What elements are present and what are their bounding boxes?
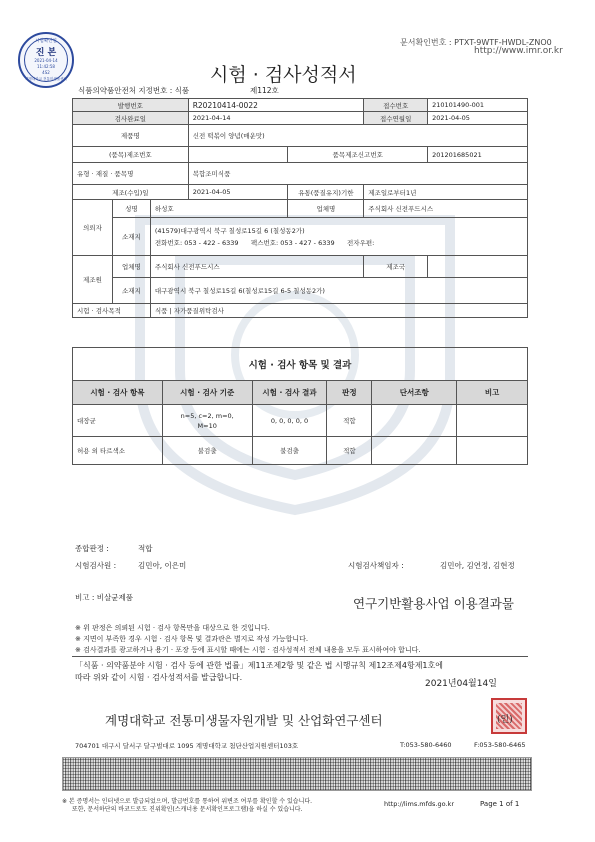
client-address: (41579)대구광역시 북구 칠성로15길 6 (칠성동2가): [154, 226, 305, 235]
org-tel: T:053-580-6460: [400, 741, 452, 749]
disclaimer-2: 또한, 문서하단의 바코드로도 진위확인(스캐너용 문서확인프로그램)을 하실 수 있습니다.: [72, 806, 303, 813]
document-confirm-number: 문서확인번호 : PTXT-9WTF-HWDL-ZNO0: [400, 38, 552, 47]
client-company: 주식회사 신전푸드시스: [364, 200, 528, 218]
header-item: 시험 · 검사 항목: [73, 381, 163, 405]
org-fax: F:053-580-6465: [474, 741, 526, 749]
maker-address: 대구광역시 북구 칠성로15길 6(칠성로15길 6-5 칠성동2가): [150, 278, 527, 304]
issue-date: 2021년04월14일: [425, 679, 497, 689]
lims-url[interactable]: http://lims.mfds.go.kr: [384, 800, 454, 808]
maker-country: [428, 256, 528, 278]
info-table: 발행번호 R20210414-0022 접수번호 210101490-001 검사완료일 2021-04-14 접수연월일 2021-04-05 제품명 신전 떡볶이 양념(매운맛) (품목)제조번호 품목제조신고번호 201201685021 유형 · 재질 · 품목명 복합조미식품 제조(수입)일 2021-04-05 유통(품질유지)기한 제조일로부터1년 의뢰자 성명 하성호 업체명 주식회사 신전푸드시스 소재지 (41579)대구광역시 북구 칠성로15길 6 (칠성동2가) 전화번호: 053 - 422 - 6339 팩스번호: 053 - 427 - 6339 전자우편: 제조원 업체명 주식회사 신전푸드시스 제조국 소재지 대구광역시 북구 칠성로15길 6(칠성로15길 6-5 칠성동2가) 시험 · 검사목적 식품 | 자가품질위탁검사: [72, 98, 528, 318]
project-note: 연구기반활용사업 이용결과물: [353, 596, 514, 611]
law-line-2: 따라 위와 같이 시험 · 검사성적서를 발급합니다.: [75, 673, 243, 682]
authentic-stamp: 시험확인필 진 본 2021-04-14 11:42:58 4S2 계명대학교 전통미생물센터: [18, 32, 74, 88]
testers: 김민아, 이은미: [138, 561, 187, 570]
tester-label: 시험검사원 :: [75, 561, 117, 570]
receipt-date: 2021-04-05: [428, 112, 528, 125]
managers: 김민아, 김연정, 김현정: [440, 561, 515, 570]
expiry: 제조일로부터1년: [364, 185, 528, 200]
page-title: 시험 · 검사성적서: [210, 64, 357, 86]
mfg-number: [188, 147, 288, 163]
notice-2: ※ 지면이 부족한 경우 시험 · 검사 항목 및 결과란은 별지로 작성 가능합니다.: [75, 635, 309, 643]
client-fax: 팩스번호: 053 - 427 - 6339: [250, 238, 335, 247]
report-number: 201201685021: [428, 147, 528, 163]
org-address: 704701 대구시 달서구 달구벌대로 1095 계명대학교 첨단산업지원센터103호: [75, 742, 299, 750]
test-purpose: 식품 | 자가품질위탁검사: [150, 304, 527, 318]
organization-name: 계명대학교 전통미생물자원개발 및 산업화연구센터: [105, 713, 383, 728]
notice-3: ※ 검사결과를 광고하거나 용기 · 포장 등에 표시할 때에는 시험 · 검사성적서 전체 내용을 모두 표시하여야 합니다.: [75, 646, 421, 654]
overall-judgement: 적합: [138, 544, 153, 553]
notice-1: ※ 위 판정은 의뢰된 시험 · 검사 항목만을 대상으로 한 것입니다.: [75, 624, 270, 632]
results-title: 시험 · 검사 항목 및 결과: [248, 360, 352, 371]
table-row: 허용 외 타르색소 불검출 불검출 적합: [73, 437, 528, 465]
designation-note: 식품의약품안전처 지정번호 : 식품: [78, 86, 190, 95]
manager-label: 시험검사책임자 :: [348, 561, 404, 570]
client-email: 전자우편:: [347, 238, 375, 247]
header-judge: 판정: [327, 381, 372, 405]
client-name: 하성호: [150, 200, 288, 218]
header-standard: 시험 · 검사 기준: [162, 381, 252, 405]
header-note: 비고: [457, 381, 528, 405]
disclaimer-1: ※ 본 증명서는 인터넷으로 발급되었으며, 발급번호를 통하여 위변조 여부를 확인할 수 있습니다.: [62, 798, 313, 805]
table-row: 대장균 n=5, c=2, m=0, M=10 0, 0, 0, 0, 0 적합: [73, 405, 528, 437]
receipt-number: 210101490-001: [428, 99, 528, 112]
header-clause: 단서조항: [372, 381, 457, 405]
law-line-1: 「식품 · 의약품분야 시험 · 검사 등에 관한 법률」제11조제2항 및 같은 법 시행규칙 제12조제4항제1호에: [75, 661, 443, 670]
header-result: 시험 · 검사 결과: [252, 381, 327, 405]
maker-company: 주식회사 신전푸드시스: [150, 256, 363, 278]
results-table: [72, 380, 528, 465]
designation-number: 제112호: [250, 86, 279, 95]
issue-number: R20210414-0022: [188, 99, 364, 112]
page-number: Page 1 of 1: [480, 800, 520, 808]
client-tel: 전화번호: 053 - 422 - 6339: [154, 238, 239, 247]
overall-label: 종합판정 :: [75, 544, 109, 553]
product-type: 복합조미식품: [188, 163, 527, 185]
product-name: 신전 떡볶이 양념(매운맛): [188, 125, 527, 147]
verification-barcode: [62, 757, 532, 791]
complete-date: 2021-04-14: [188, 112, 364, 125]
seal-mark: (인): [497, 715, 513, 725]
remarks: 비고 : 비살균제품: [75, 593, 134, 602]
mfg-date: 2021-04-05: [188, 185, 288, 200]
institute-url[interactable]: http://www.imr.or.kr: [474, 46, 563, 56]
